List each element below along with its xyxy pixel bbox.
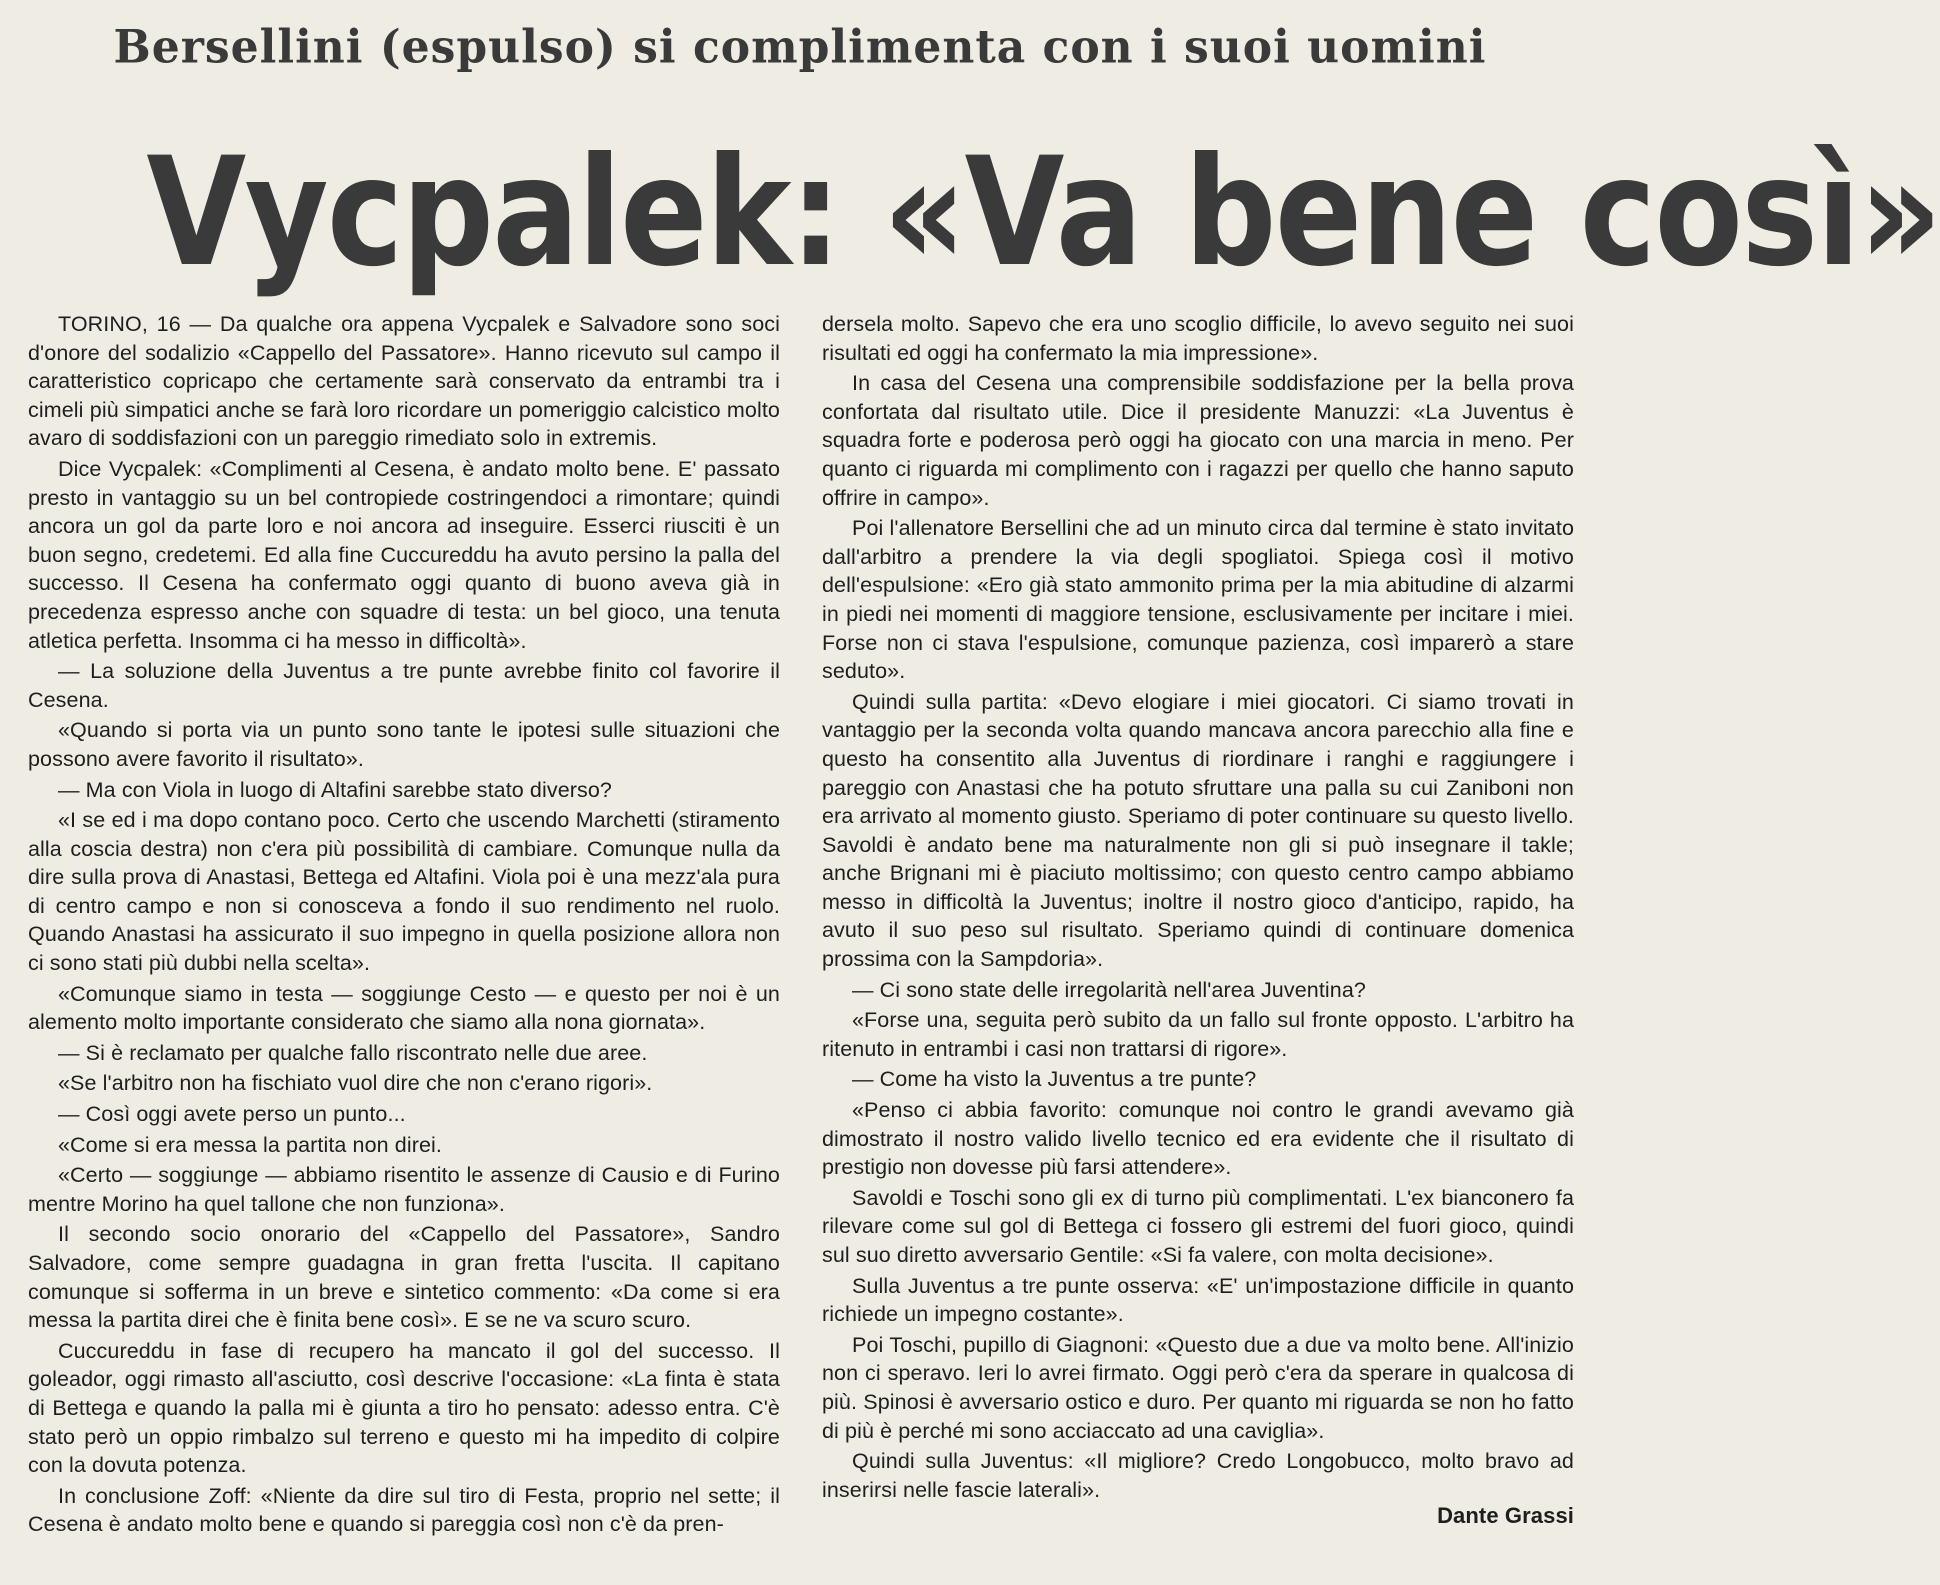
paragraph: «Quando si porta via un punto sono tante le ipotesi sulle situazioni che possono avere favorito il risultato». (28, 718, 780, 771)
paragraph: «Se l'arbitro non ha fischiato vuol dire che non c'erano rigori». (58, 1071, 653, 1096)
headline: Vycpalek: «Va bene così» (146, 126, 1940, 300)
paragraph: — Così oggi avete perso un punto... (58, 1102, 406, 1127)
paragraph: — Ci sono state delle irregolarità nell'area Juventina? (852, 977, 1366, 1002)
paragraph: In casa del Cesena una comprensibile soddisfazione per la bella prova confortata dal risultato utile. Dice il presidente Manuzzi: «La Juventus è squadra forte e poderosa però oggi ha giocato con una marcia in meno. Per quanto ci riguarda mi complimento con i ragazzi per quello che hanno saputo offrire in campo». (822, 371, 1574, 510)
paragraph: Sulla Juventus a tre punte osserva: «E' un'impostazione difficile in quanto richiede un impegno costante». (822, 1273, 1574, 1327)
paragraph: «I se ed i ma dopo contano poco. Certo che uscendo Marchetti (stiramento alla coscia destra) non c'era più possibilità di cambiare. Comunque nulla da dire sulla prova di Anastasi, Bettega ed Altafini. Viola poi è una mezz'ala pura di centro campo e non si conosceva a fondo il suo rendimento nel ruolo. Quando Anastasi ha assicurato il suo impegno in quella posizione allora non ci sono stati più dubbi nella scelta». (28, 808, 780, 976)
author-signature: Dante Grassi (1437, 1503, 1574, 1529)
paragraph: TORINO, 16 — Da qualche ora appena Vycpalek e Salvadore sono soci d'onore del sodalizio «Cappello del Passatore». Hanno ricevuto sul campo il caratteristico copricapo che certamente sarà conservato da entrambi tra i cimeli più simpatici anche se farà loro ricordare un pomeriggio calcistico molto avaro di soddisfazioni con un pareggio rimediato solo in extremis. (28, 312, 780, 451)
paragraph: — La soluzione della Juventus a tre punte avrebbe finito col favorire il Cesena. (28, 659, 780, 712)
paragraph: In conclusione Zoff: «Niente da dire sul tiro di Festa, proprio nel sette; il Cesena è andato molto bene e quando si pareggia così non c'è da pren- (28, 1483, 780, 1537)
article-column-left (28, 310, 780, 1541)
paragraph: «Come si era messa la partita non direi. (58, 1132, 443, 1157)
paragraph: Dice Vycpalek: «Complimenti al Cesena, è andato molto bene. E' passato presto in vantaggio su un bel contropiede costringendoci a rimontare; quindi ancora un gol da parte loro e noi ancora ad inseguire. Esserci riusciti è un buon segno, credetemi. Ed alla fine Cuccureddu ha avuto persino la palla del successo. Il Cesena ha confermato oggi quanto di buono aveva già in precedenza espresso anche con squadre di testa: un bel gioco, una tenuta atletica perfetta. Insomma ci ha messo in difficoltà». (28, 456, 780, 653)
paragraph: «Penso ci abbia favorito: comunque noi contro le grandi avevamo già dimostrato il nostro valido livello tecnico ed era evidente che il risultato di prestigio non dovesse più farsi attendere». (822, 1098, 1574, 1180)
paragraph: «Certo — soggiunge — abbiamo risentito le assenze di Causio e di Furino mentre Morino ha quel tallone che non funziona». (28, 1163, 780, 1216)
paragraph: dersela molto. Sapevo che era uno scoglio difficile, lo avevo seguito nei suoi risultati ed oggi ha confermato la mia impressione». (822, 312, 1574, 365)
paragraph: Quindi sulla Juventus: «Il migliore? Credo Longobucco, molto bravo ad inserirsi nelle fascie laterali». (822, 1449, 1574, 1502)
article-column-right (822, 310, 1574, 1531)
paragraph: Cuccureddu in fase di recupero ha mancato il gol del successo. Il goleador, oggi rimasto all'asciutto, così descrive l'occasione: «La finta è stata di Bettega e quando la palla mi è giunta a tiro ho pensato: adesso entra. C'è stato però un oppio rimbalzo sul terreno e questo mi ha impedito di colpire con la dovuta potenza. (28, 1338, 780, 1478)
paragraph: «Forse una, seguita però subito da un fallo sul fronte opposto. L'arbitro ha ritenuto in entrambi i casi non trattarsi di rigore». (822, 1008, 1574, 1061)
kicker-title: Bersellini (espulso) si complimenta con i suoi uomini (113, 20, 1487, 75)
paragraph: Poi Toschi, pupillo di Giagnoni: «Questo due a due va molto bene. All'inizio non ci speravo. Ieri lo avrei firmato. Oggi però c'era da sperare in qualcosa di più. Spinosi è avversario ostico e duro. Per quanto mi riguarda se non ho fatto di più è perché mi sono acciaccato ad una caviglia». (822, 1332, 1574, 1443)
paragraph: Savoldi e Toschi sono gli ex di turno più complimentati. L'ex bianconero fa rilevare come sul gol di Bettega ci fossero gli estremi del fuori gioco, quindi sul suo diretto avversario Gentile: «Si fa valere, con molta decisione». (822, 1185, 1574, 1267)
paragraph: Il secondo socio onorario del «Cappello del Passatore», Sandro Salvadore, come sempre guadagna in gran fretta l'uscita. Il capitano comunque si sofferma in un breve e sintetico commento: «Da come si era messa la partita direi che è finita bene così». E se ne va scuro scuro. (28, 1222, 780, 1333)
paragraph: Quindi sulla partita: «Devo elogiare i miei giocatori. Ci siamo trovati in vantaggio per la seconda volta quando mancava ancora parecchio alla fine e questo ha consentito alla Juventus di riordinare i ranghi e raggiungere i pareggio con Anastasi che ha potuto sfruttare una palla su cui Zaniboni non era arrivato al momento giusto. Speriamo di poter continuare su questo livello. Savoldi è andato bene ma naturalmente non gli si può insegnare il takle; anche Brignani mi è piaciuto moltissimo; con questo centro campo abbiamo messo in difficoltà la Juventus; inoltre il nostro gioco d'anticipo, rapido, ha avuto il suo peso sul risultato. Speriamo quindi di continuare domenica prossima con la Sampdoria». (822, 689, 1574, 972)
paragraph: Poi l'allenatore Bersellini che ad un minuto circa dal termine è stato invitato dall'arbitro a prendere la via degli spogliatoi. Spiega così il motivo dell'espulsione: «Ero già stato ammonito prima per la mia abitudine di alzarmi in piedi nei momenti di maggiore tensione, esclusivamente per incitare i miei. Forse non ci stava l'espulsione, comunque pazienza, così imparerò a stare seduto». (822, 516, 1574, 684)
paragraph: — Ma con Viola in luogo di Altafini sarebbe stato diverso? (58, 777, 612, 802)
paragraph: — Come ha visto la Juventus a tre punte? (852, 1067, 1257, 1092)
paragraph: «Comunque siamo in testa — soggiunge Cesto — e questo per noi è un alemento molto importante considerato che siamo alla nona giornata». (28, 981, 780, 1035)
paragraph: — Si è reclamato per qualche fallo riscontrato nelle due aree. (58, 1040, 648, 1065)
